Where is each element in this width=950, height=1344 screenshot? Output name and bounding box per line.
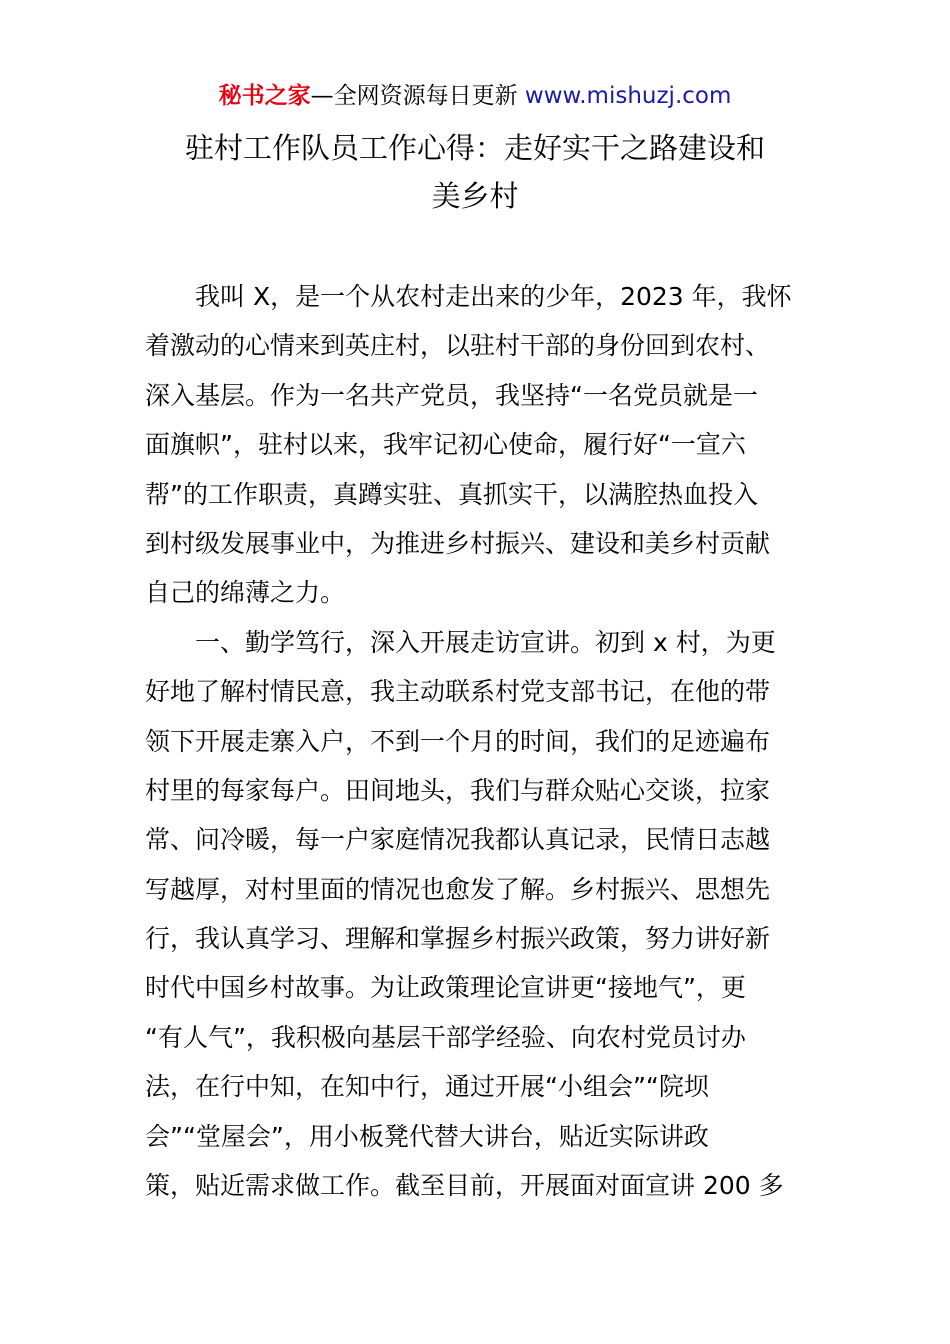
document-title [0, 124, 950, 220]
text-line: 法，在行中知，在知中行，通过开展“小组会”“院坝 [145, 1072, 709, 1102]
site-brand: 秘书之家 [218, 83, 311, 109]
title-line: 美乡村 [431, 179, 519, 213]
text-line: 写越厚，对村里面的情况也愈发了解。乡村振兴、思想先 [145, 874, 771, 904]
text-line: 领下开展走寨入户，不到一个月的时间，我们的足迹遍布 [145, 726, 771, 756]
text-line: 一、勤学笃行，深入开展走访宣讲。初到 x 村，为更 [195, 627, 776, 657]
text-line: 时代中国乡村故事。为让政策理论宣讲更“接地气”，更 [145, 973, 746, 1003]
text-line: 我叫 X，是一个从农村走出来的少年，2023 年，我怀 [195, 282, 792, 311]
text-line: 策，贴近需求做工作。截至目前，开展面对面宣讲 200 多 [145, 1171, 784, 1201]
text-line: 会”“堂屋会”，用小板凳代替大讲台，贴近实际讲政 [145, 1121, 709, 1151]
site-tagline: —全网资源每日更新 [310, 83, 525, 109]
paragraph-section-one [145, 618, 807, 1211]
title-line: 驻村工作队员工作心得：走好实干之路建设和 [184, 131, 765, 165]
text-line: 村里的每家每户。田间地头，我们与群众贴心交谈，拉家 [145, 775, 771, 805]
site-header [0, 78, 950, 114]
text-line: 面旗帜”，驻村以来，我牢记初心使命，履行好“一宣六 [145, 430, 746, 460]
paragraph-intro [145, 272, 807, 618]
text-line: 行，我认真学习、理解和掌握乡村振兴政策，努力讲好新 [145, 924, 771, 954]
document-body [145, 272, 807, 1210]
site-url-link[interactable]: www.mishuzj.com [524, 83, 732, 109]
text-line: 帮”的工作职责，真蹲实驻、真抓实干，以满腔热血投入 [145, 479, 758, 509]
text-line: 深入基层。作为一名共产党员，我坚持“一名党员就是一 [145, 380, 758, 410]
text-line: 常、问冷暖，每一户家庭情况我都认真记录，民情日志越 [145, 825, 771, 855]
text-line: 好地了解村情民意，我主动联系村党支部书记，在他的带 [145, 677, 771, 707]
text-line: 自己的绵薄之力。 [145, 578, 346, 608]
text-line: 着激动的心情来到英庄村，以驻村干部的身份回到农村、 [145, 331, 771, 361]
text-line: “有人气”，我积极向基层干部学经验、向农村党员讨办 [145, 1022, 746, 1052]
text-line: 到村级发展事业中，为推进乡村振兴、建设和美乡村贡献 [145, 528, 771, 558]
